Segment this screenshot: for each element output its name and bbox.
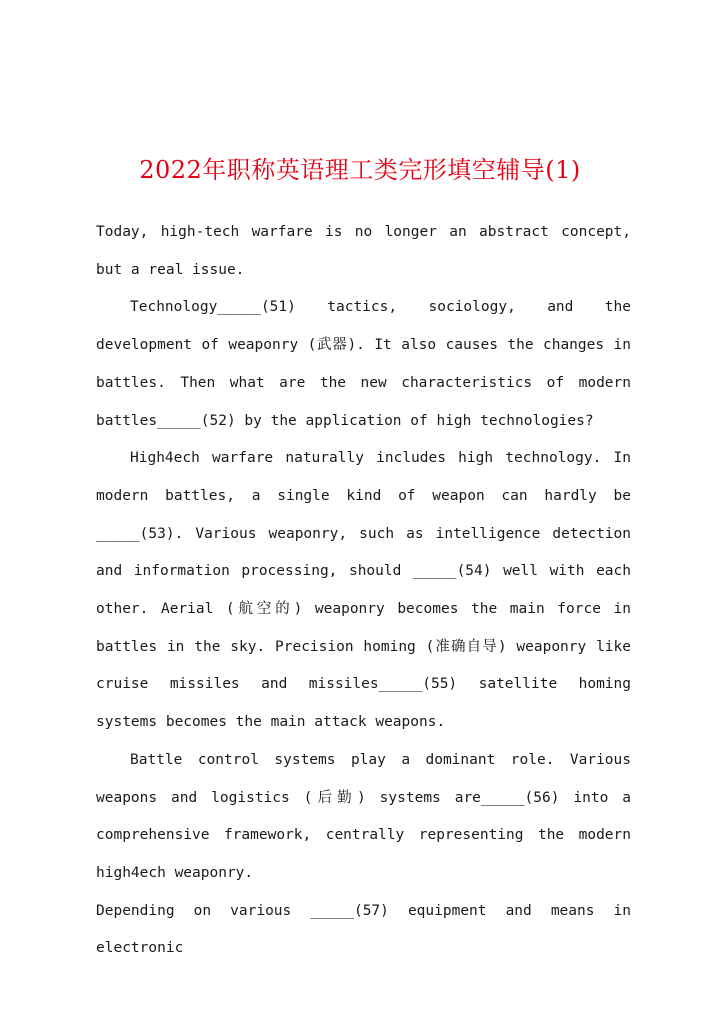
- paragraph: High4ech warfare naturally includes high technology. In modern battles, a single kind of weapon can hardly be _____(53). Various weaponry, such as intelligence detection and information processing, should _____(54) well with each other. Aerial (航空的) weaponry becomes the main force in battles in the sky. Precision homing (准确自导) weaponry like cruise missiles and missiles_____(55) satellite homing systems becomes the main attack weapons.: [96, 450, 631, 731]
- paragraph: Battle control systems play a dominant role. Various weapons and logistics (后勤) systems are_____(56) into a comprehensive framework, centrally representing the modern high4ech weaponry.: [96, 751, 631, 881]
- document-body: [96, 214, 631, 957]
- paragraph: Depending on various _____(57) equipment and means in electronic: [96, 902, 631, 957]
- document-title: 2022年职称英语理工类完形填空辅导(1): [139, 156, 581, 184]
- paragraph: Technology_____(51) tactics, sociology, and the development of weaponry (武器). It also causes the changes in battles. Then what are the new characteristics of modern battles_____(52) by the application of high technologies?: [96, 299, 631, 429]
- paragraph: Today, high-tech warfare is no longer an abstract concept, but a real issue.: [96, 224, 631, 278]
